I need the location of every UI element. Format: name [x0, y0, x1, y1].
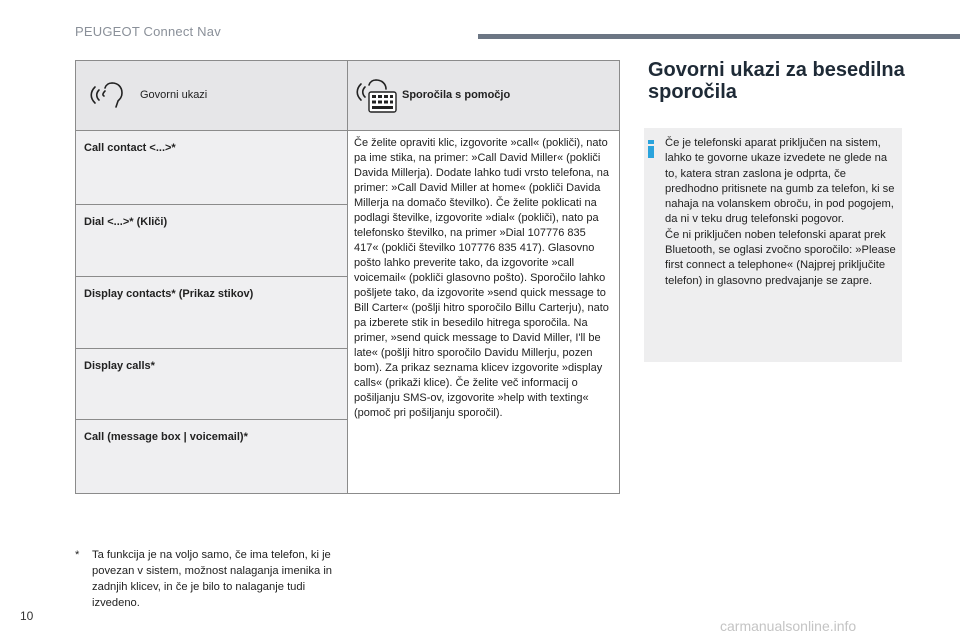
voice-commands-table [75, 60, 620, 494]
page-number: 10 [20, 609, 34, 623]
footnote [75, 547, 345, 611]
command-display-calls: Display calls* [76, 348, 348, 420]
command-call-voicemail: Call (message box | voicemail)* [76, 420, 348, 494]
table-header-row [76, 61, 620, 131]
command-dial: Dial <...>* (Kliči) [76, 205, 348, 277]
info-icon [648, 140, 654, 158]
voice-message-keyboard-icon [355, 76, 399, 114]
table-header-left-label: Govorni ukazi [140, 88, 208, 101]
commands-help-text: Če želite opraviti klic, izgovorite »call« (pokliči), nato pa ime stika, na primer: »Call David Miller« (pokliči Davida Millerja). Dodate lahko tudi vrsto telefona, na primer: »Call David Miller at home« (pokliči Davida Millerja na domačo številko). Če želite poklicati na podlagi številke, izgovorite »dial« (pokliči), nato pa telefonsko številko, na primer »Dial 107776 835 417« (pokliči številko 107776 835 417). Glasovno pošto lahko preverite tako, da izgovorite »call voicemail« (pokliči glasovno pošto). Sporočilo lahko pošljete tako, da izgovorite »send quick message to Bill Carter« (pošlji hitro sporočilo Billu Carterju), nato pa izberete stik in besedilo hitrega sporočila. Na primer, »send quick message to David Miller, I'll be late« (pošlji hitro sporočilo Davidu Millerju, pozen bom). Za prikaz seznama klicev izgovorite »display calls« (prikaži klice). Če želite več informacij o pošiljanju SMS-ov, izgovorite »help with texting« (pomoč pri pošiljanju sporočil). [348, 130, 620, 493]
table-row [76, 130, 620, 205]
watermark: carmanualsonline.info [720, 618, 857, 634]
info-text: Če je telefonski aparat priključen na sistem, lahko te govorne ukaze izvedete ne glede na to, katera stran zaslona je odprta, če predhodno pritisnete na gumb za telefon, ki se nahaja na volanskem obroču, in pod pogojem, da ni v teku drug telefonski pogovor. Če ni priključen noben telefonski aparat prek Bluetooth, se oglasi zvočno sporočilo: »Please first connect a telephone« (Najprej priključite telefon) in glasovno predvajanje se zapre. [665, 137, 896, 287]
footnote-text: Ta funkcija je na voljo samo, če ima telefon, ki je povezan v sistem, možnost nalaganja imenika in zadnjih klicev, in če je bilo to nalaganje tudi izvedeno. [92, 549, 333, 609]
section-title: Govorni ukazi za besedilna sporočila [648, 59, 905, 103]
manual-header-title: PEUGEOT Connect Nav [75, 24, 221, 39]
table-header-right [348, 61, 620, 131]
header-rule [478, 34, 960, 39]
command-display-contacts: Display contacts* (Prikaz stikov) [76, 276, 348, 348]
voice-command-icon [87, 77, 129, 113]
footnote-marker: * [75, 549, 80, 561]
table-header-right-label: Sporočila s pomočjo [402, 88, 511, 101]
table-header-left [76, 61, 348, 131]
command-call-contact: Call contact <...>* [76, 130, 348, 205]
info-box [644, 128, 902, 362]
